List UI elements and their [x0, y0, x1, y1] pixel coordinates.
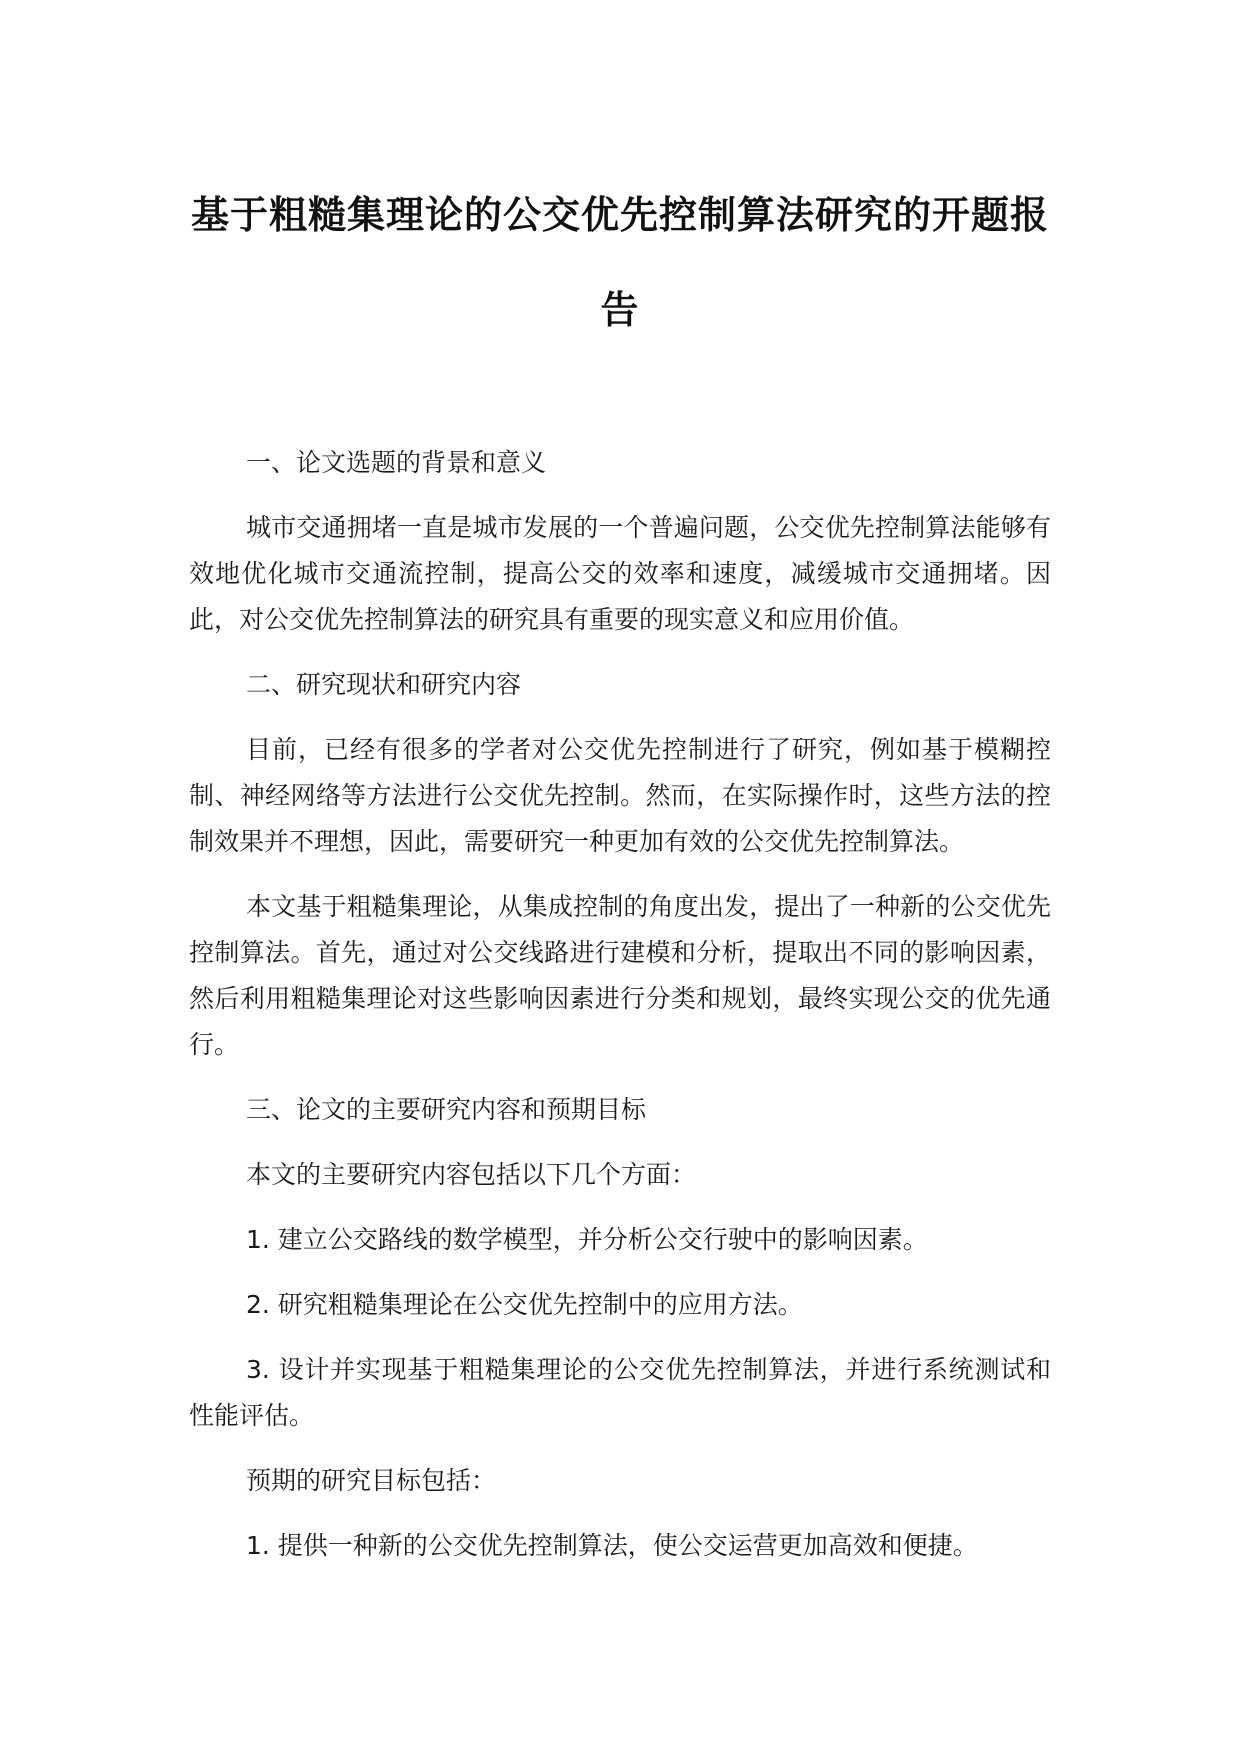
paragraph: 城市交通拥堵一直是城市发展的一个普遍问题，公交优先控制算法能够有效地优化城市交通流控制，提高公交的效率和速度，减缓城市交通拥堵。因此，对公交优先控制算法的研究具有重要的现实意义和应用价值。 [189, 513, 1051, 634]
section-heading: 二、研究现状和研究内容 [246, 670, 522, 699]
paragraph: 本文基于粗糙集理论，从集成控制的角度出发，提出了一种新的公交优先控制算法。首先，通过对公交线路进行建模和分析，提取出不同的影响因素，然后利用粗糙集理论对这些影响因素进行分类和规划，最终实现公交的优先通行。 [189, 892, 1051, 1059]
paragraph: 本文的主要研究内容包括以下几个方面： [246, 1160, 697, 1189]
list-item: 2. 研究粗糙集理论在公交优先控制中的应用方法。 [246, 1290, 803, 1319]
list-item: 1. 提供一种新的公交优先控制算法，使公交运营更加高效和便捷。 [246, 1531, 978, 1560]
document-title: 基于粗糙集理论的公交优先控制算法研究的开题报告 [190, 193, 1049, 332]
paragraph: 预期的研究目标包括： [246, 1466, 497, 1495]
list-item: 3. 设计并实现基于粗糙集理论的公交优先控制算法，并进行系统测试和性能评估。 [189, 1355, 1051, 1430]
list-item: 1. 建立公交路线的数学模型，并分析公交行驶中的影响因素。 [246, 1225, 928, 1254]
paragraph: 目前，已经有很多的学者对公交优先控制进行了研究，例如基于模糊控制、神经网络等方法进行公交优先控制。然而，在实际操作时，这些方法的控制效果并不理想，因此，需要研究一种更加有效的公交优先控制算法。 [189, 735, 1051, 856]
document-body [189, 440, 1051, 1588]
section-heading: 一、论文选题的背景和意义 [246, 448, 547, 477]
section-heading: 三、论文的主要研究内容和预期目标 [246, 1095, 647, 1124]
